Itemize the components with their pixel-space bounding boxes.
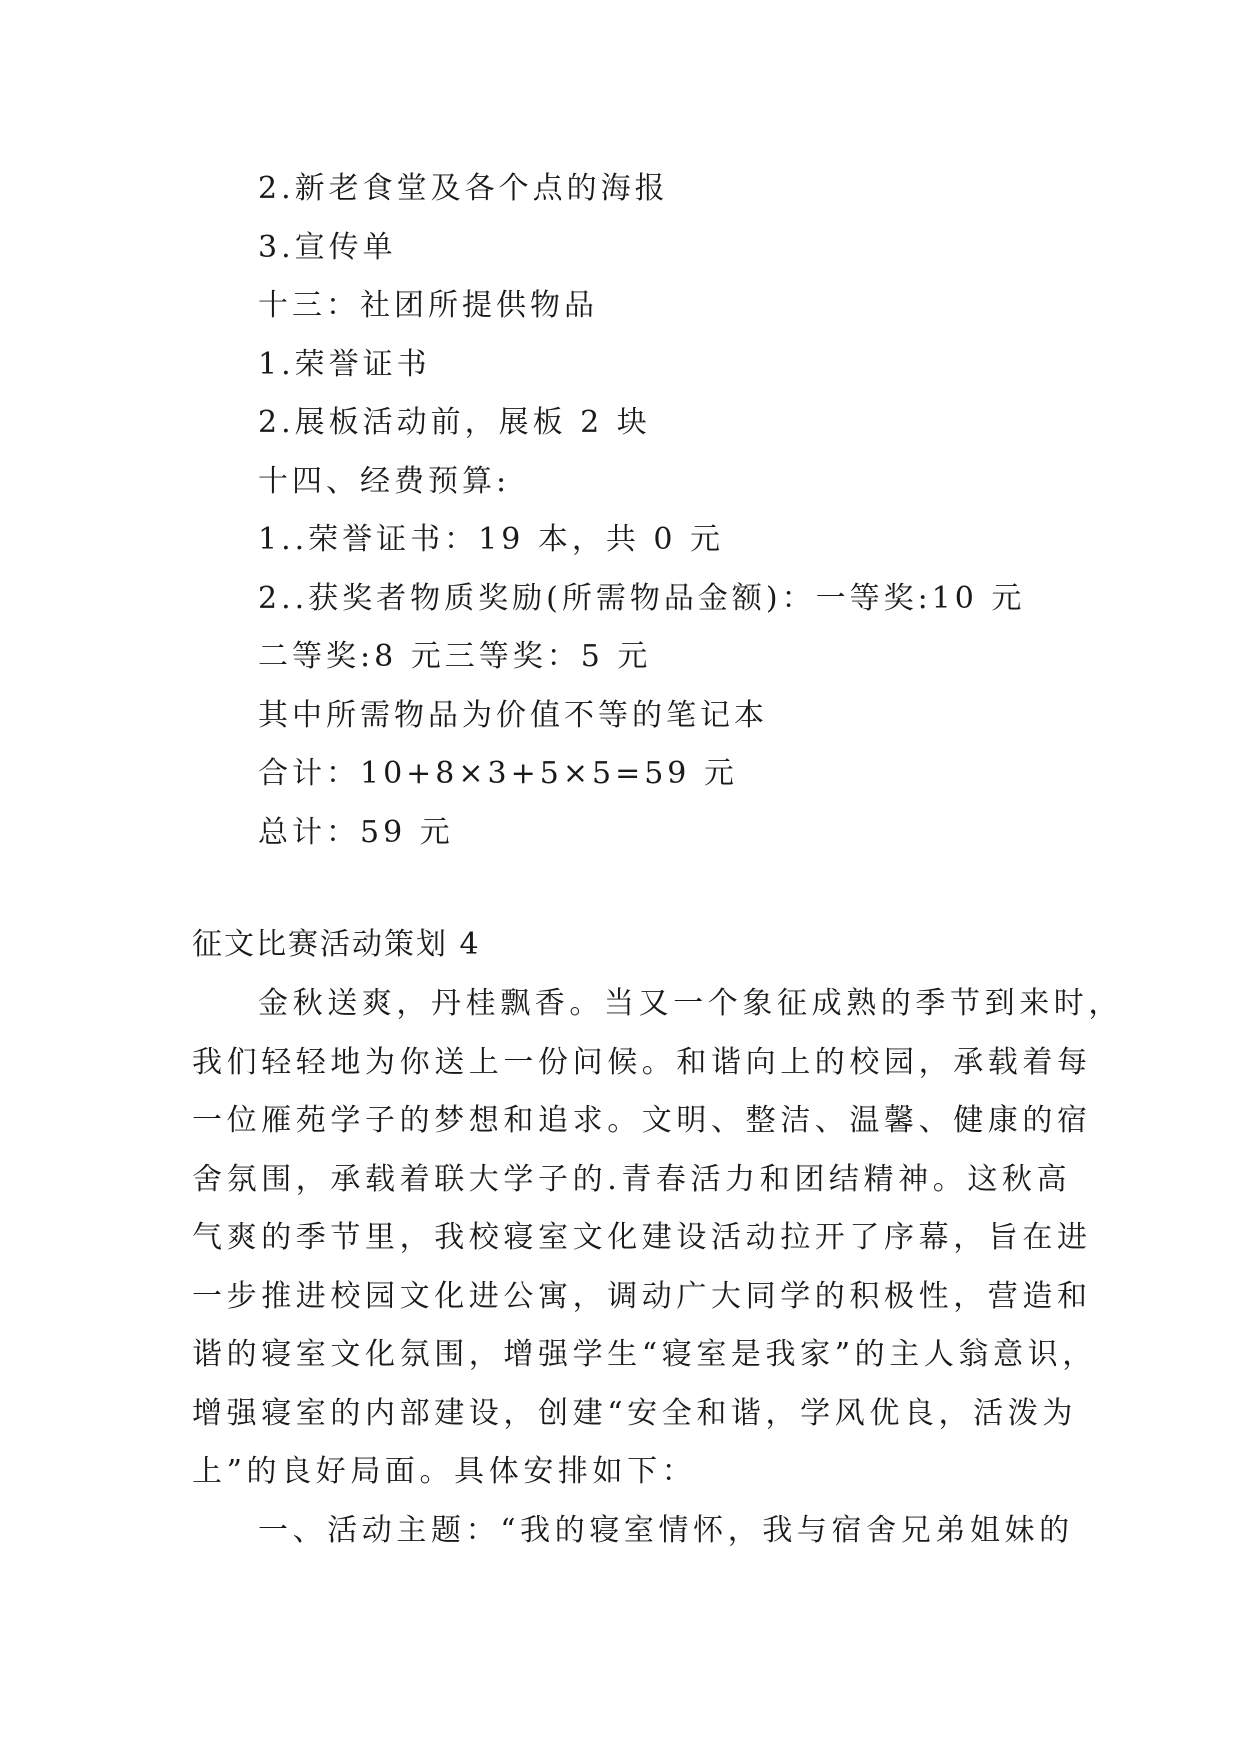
list-line: 十三：社团所提供物品	[258, 288, 598, 323]
paragraph-line: 我们轻轻地为你送上一份问候。和谐向上的校园，承载着每	[192, 1044, 1092, 1080]
list-line: 1.荣誉证书	[258, 346, 431, 382]
paragraph-line: 上”的良好局面。具体安排如下：	[192, 1454, 697, 1489]
list-line: 2.新老食堂及各个点的海报	[258, 171, 669, 206]
list-line: 其中所需物品为价值不等的笔记本	[258, 697, 768, 733]
paragraph-line: 金秋送爽，丹桂飘香。当又一个象征成熟的季节到来时，	[258, 986, 1123, 1021]
list-line: 3.宣传单	[258, 229, 397, 265]
paragraph-line: 气爽的季节里，我校寝室文化建设活动拉开了序幕，旨在进	[192, 1220, 1092, 1255]
list-line: 2..获奖者物质奖励(所需物品金额)：一等奖:10 元	[258, 580, 1026, 616]
section-title: 征文比赛活动策划 4	[192, 927, 481, 962]
list-line: 2.展板活动前，展板 2 块	[258, 405, 651, 440]
paragraph-line: 谐的寝室文化氛围，增强学生“寝室是我家”的主人翁意识，	[192, 1337, 1097, 1372]
paragraph-line: 一、活动主题：“我的寝室情怀，我与宿舍兄弟姐妹的	[258, 1512, 1074, 1548]
list-line: 合计：10+8×3+5×5=59 元	[258, 756, 738, 791]
paragraph-line: 一位雁苑学子的梦想和追求。文明、整洁、温馨、健康的宿	[192, 1103, 1092, 1138]
body-paragraph	[192, 975, 1123, 1560]
list-line: 总计：59 元	[258, 814, 454, 850]
item-list	[258, 160, 1158, 862]
list-line: 十四、经费预算:	[258, 463, 511, 499]
paragraph-line: 增强寝室的内部建设，创建“安全和谐，学风优良，活泼为	[192, 1395, 1077, 1431]
list-line: 二等奖:8 元三等奖：5 元	[258, 639, 652, 674]
paragraph-line: 舍氛围，承载着联大学子的.青春活力和团结精神。这秋高	[192, 1161, 1072, 1197]
paragraph-line: 一步推进校园文化进公寓，调动广大同学的积极性，营造和	[192, 1278, 1092, 1314]
list-line: 1..荣誉证书：19 本，共 0 元	[258, 522, 725, 557]
